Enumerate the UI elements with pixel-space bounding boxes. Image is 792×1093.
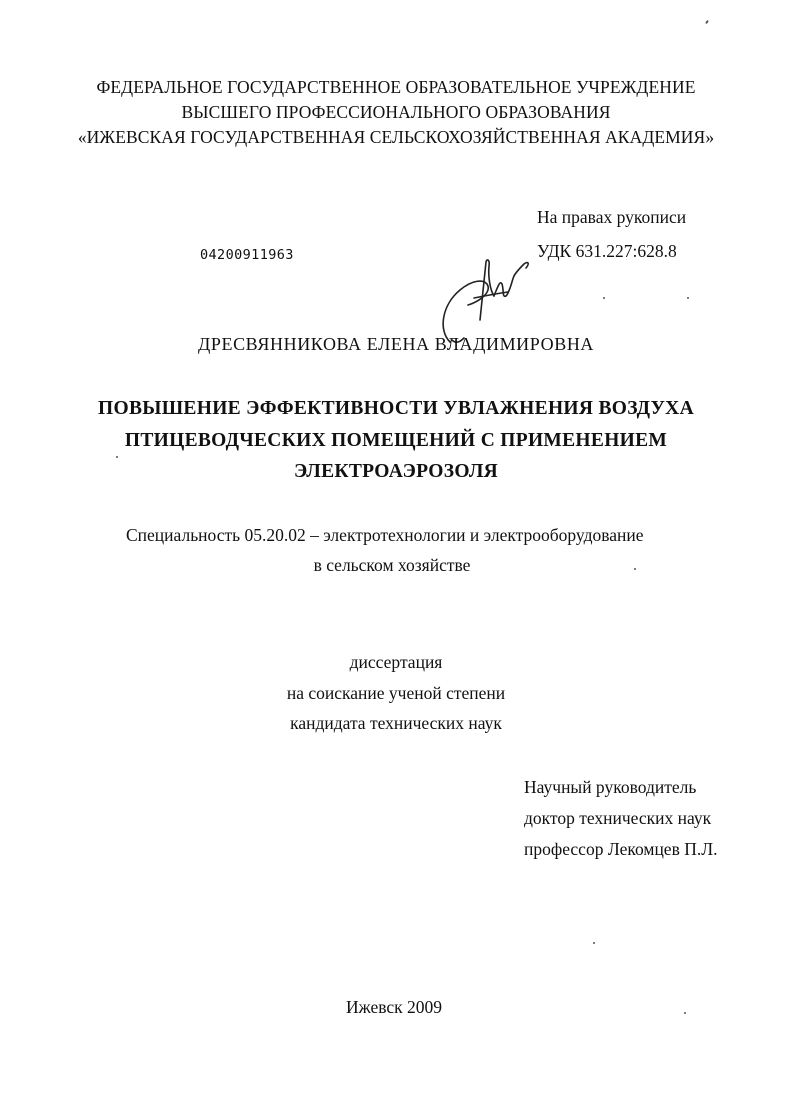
- scan-speck: [593, 942, 595, 944]
- city-year: Ижевск 2009: [345, 997, 443, 1017]
- degree-line-2: на соискание ученой степени: [286, 683, 506, 703]
- supervisor-line-3: профессор Лекомцев П.Л.: [524, 839, 718, 859]
- degree-line-3: кандидата технических наук: [290, 713, 502, 733]
- institution-line-2: ВЫСШЕГО ПРОФЕССИОНАЛЬНОГО ОБРАЗОВАНИЯ: [181, 102, 611, 122]
- udk-code: УДК 631.227:628.8: [537, 241, 677, 261]
- supervisor-line-2: доктор технических наук: [524, 808, 712, 828]
- dissertation-title-line-2: ПТИЦЕВОДЧЕСКИХ ПОМЕЩЕНИЙ С ПРИМЕНЕНИЕМ: [124, 430, 668, 451]
- scan-speck: [705, 20, 709, 24]
- author-name: ДРЕСВЯННИКОВА ЕЛЕНА ВЛАДИМИРОВНА: [197, 334, 595, 354]
- scan-speck: [687, 297, 689, 299]
- catalog-number: 04200911963: [200, 247, 294, 263]
- scan-speck: [634, 568, 636, 570]
- supervisor-line-1: Научный руководитель: [524, 777, 697, 797]
- dissertation-title-line-1: ПОВЫШЕНИЕ ЭФФЕКТИВНОСТИ УВЛАЖНЕНИЯ ВОЗДУХА: [98, 398, 694, 419]
- degree-line-1: диссертация: [349, 652, 443, 672]
- scan-speck: [603, 297, 605, 299]
- specialty-line-1: Специальность 05.20.02 – электротехнологии и электрооборудование: [126, 525, 644, 545]
- dissertation-title-line-3: ЭЛЕКТРОАЭРОЗОЛЯ: [293, 461, 499, 482]
- scan-speck: [684, 1012, 686, 1014]
- institution-line-3: «ИЖЕВСКАЯ ГОСУДАРСТВЕННАЯ СЕЛЬСКОХОЗЯЙСТВЕННАЯ АКАДЕМИЯ»: [77, 127, 715, 147]
- manuscript-rights: На правах рукописи: [537, 207, 687, 227]
- specialty-line-2: в сельском хозяйстве: [313, 555, 471, 575]
- institution-line-1: ФЕДЕРАЛЬНОЕ ГОСУДАРСТВЕННОЕ ОБРАЗОВАТЕЛЬНОЕ УЧРЕЖДЕНИЕ: [96, 77, 696, 97]
- scan-speck: [116, 456, 118, 458]
